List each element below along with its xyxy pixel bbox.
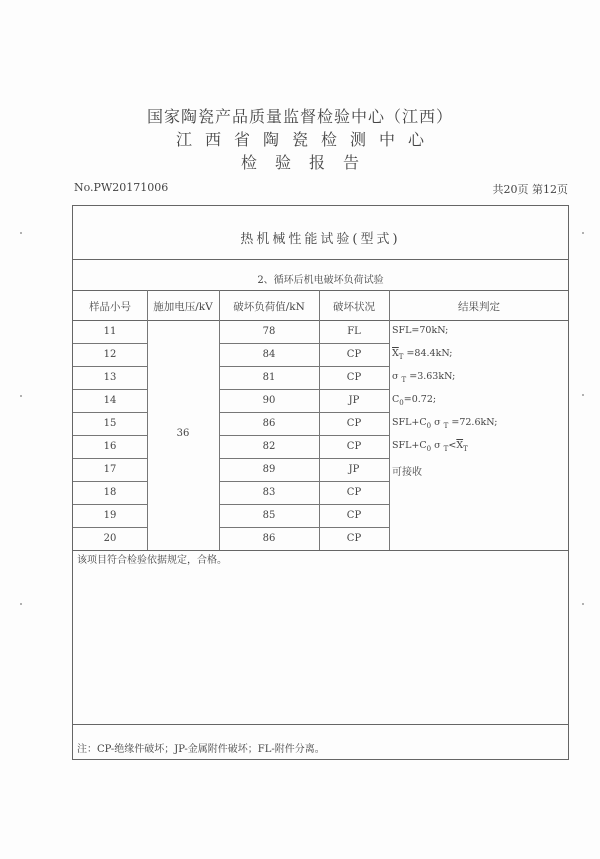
- sample-number: 11: [103, 326, 117, 337]
- row-line: [73, 412, 147, 413]
- row-line: [73, 435, 147, 436]
- col-line: [319, 290, 320, 550]
- row-line: [219, 412, 389, 413]
- conclusion-text: 该项目符合检验依据规定，合格。: [77, 555, 227, 566]
- result-mean: [392, 348, 453, 361]
- margin-mark: [582, 603, 584, 605]
- result-sigma: [392, 371, 455, 384]
- row-line: [219, 435, 389, 436]
- cmp-subscript-t: T: [443, 444, 449, 453]
- row-line: [219, 458, 389, 459]
- col-header-sample: 样品小号: [89, 301, 131, 313]
- row-line: [73, 481, 147, 482]
- institution-name: 国家陶瓷产品质量监督检验中心（江西）: [146, 107, 453, 126]
- sample-number: 20: [103, 533, 117, 544]
- cmp-subscript: 0: [426, 444, 432, 453]
- load-value: 84: [262, 349, 276, 360]
- row-line: [73, 343, 147, 344]
- row-line: [219, 389, 389, 390]
- col-header-mode: 破坏状况: [333, 301, 375, 313]
- failure-mode: CP: [346, 487, 362, 498]
- sample-number: 13: [103, 372, 117, 383]
- failure-mode: CP: [346, 349, 362, 360]
- footnote: 注：CP-绝缘件破坏；JP-金属附件破坏；FL-附件分离。: [77, 744, 325, 755]
- result-sum: [392, 417, 497, 430]
- row-line: [73, 527, 147, 528]
- failure-mode: CP: [346, 372, 362, 383]
- row-line: [73, 389, 147, 390]
- failure-mode: CP: [346, 418, 362, 429]
- cmp-sigma: σ: [434, 440, 441, 451]
- margin-mark: [20, 603, 22, 605]
- col-line: [389, 290, 390, 550]
- cmp-mean-subscript: T: [463, 444, 468, 453]
- margin-mark: [20, 395, 22, 397]
- mean-value: =84.4kN;: [406, 348, 453, 359]
- report-table-frame: [72, 205, 569, 760]
- row-line: [219, 527, 389, 528]
- col-header-load: 破坏负荷值/kN: [233, 301, 305, 313]
- c0-value: =0.72;: [403, 394, 437, 405]
- margin-mark: [20, 232, 22, 234]
- sum-value: =72.6kN;: [451, 417, 498, 428]
- load-value: 86: [262, 533, 276, 544]
- load-value: 89: [262, 464, 276, 475]
- report-title: 检验报告: [240, 153, 377, 172]
- sample-number: 14: [103, 395, 117, 406]
- divider: [73, 259, 568, 260]
- row-line: [219, 481, 389, 482]
- load-value: 82: [262, 441, 276, 452]
- margin-mark: [582, 394, 584, 396]
- sigma-symbol: σ: [392, 371, 399, 382]
- sample-number: 18: [103, 487, 117, 498]
- section-title: 热机械性能试验(型式): [240, 232, 401, 247]
- sum-subscript: 0: [426, 421, 432, 430]
- load-value: 86: [262, 418, 276, 429]
- cmp-prefix: SFL+C: [392, 440, 427, 451]
- load-value: 78: [262, 326, 276, 337]
- cmp-mean-symbol: $\overline{X}$: [456, 440, 464, 451]
- row-line: [73, 458, 147, 459]
- failure-mode: JP: [348, 395, 360, 406]
- load-value: 83: [262, 487, 276, 498]
- center-name: 江西省陶瓷检测中心: [175, 130, 437, 149]
- margin-mark: [582, 232, 584, 234]
- row-line: [219, 504, 389, 505]
- load-value: 90: [262, 395, 276, 406]
- sum-prefix: SFL+C: [392, 417, 427, 428]
- c0-symbol: C: [392, 394, 400, 405]
- col-header-voltage: 施加电压/kV: [153, 301, 213, 313]
- sample-number: 17: [103, 464, 117, 475]
- report-number: No.PW20171006: [74, 181, 169, 194]
- test-subtitle: 2、循环后机电破坏负荷试验: [257, 275, 384, 286]
- row-line: [219, 343, 389, 344]
- row-line: [73, 504, 147, 505]
- sample-number: 19: [103, 510, 117, 521]
- load-value: 85: [262, 510, 276, 521]
- sample-number: 12: [103, 349, 117, 360]
- mean-subscript: T: [398, 352, 404, 361]
- sample-number: 16: [103, 441, 117, 452]
- failure-mode: JP: [348, 464, 360, 475]
- failure-mode: CP: [346, 441, 362, 452]
- cmp-less-than: <: [448, 440, 457, 451]
- result-compare: [392, 440, 468, 453]
- row-line: [73, 366, 147, 367]
- c0-subscript: 0: [399, 398, 404, 407]
- sum-subscript-t: T: [443, 421, 449, 430]
- result-c0: [392, 394, 436, 407]
- mean-symbol: $\overline{X}$: [392, 348, 399, 359]
- divider: [73, 724, 568, 725]
- result-sfl: SFL=70kN;: [392, 325, 449, 336]
- failure-mode: CP: [346, 533, 362, 544]
- sigma-subscript: T: [401, 375, 407, 384]
- sample-number: 15: [103, 418, 117, 429]
- failure-mode: FL: [347, 326, 361, 337]
- sigma-value: =3.63kN;: [409, 371, 456, 382]
- load-value: 81: [262, 372, 276, 383]
- applied-voltage: 36: [176, 428, 190, 439]
- sum-sigma: σ: [434, 417, 441, 428]
- row-line: [219, 366, 389, 367]
- page-indicator: 共20页 第12页: [492, 183, 568, 196]
- col-line: [147, 290, 148, 550]
- col-header-result: 结果判定: [458, 301, 500, 313]
- failure-mode: CP: [346, 510, 362, 521]
- result-verdict: 可接收: [392, 467, 422, 478]
